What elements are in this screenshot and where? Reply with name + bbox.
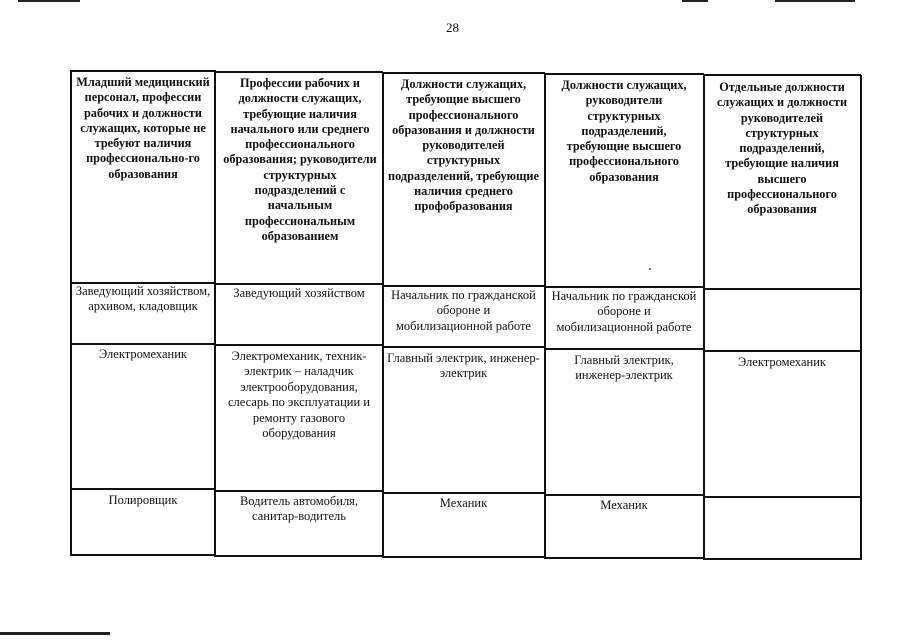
- table-cell: Полировщик: [108, 493, 178, 507]
- table-cell: Главный электрик, инженер-электрик: [574, 353, 674, 383]
- row-divider: [70, 343, 215, 345]
- header-cell: Отдельные должности служащих и должности руководителей структурных подразделений, требующие наличия высшего профессионального образования: [716, 80, 848, 217]
- column-divider: [382, 72, 384, 557]
- table-cell: Главный электрик, инженер-электрик: [387, 351, 540, 381]
- row-divider: [544, 348, 704, 350]
- row-divider: [544, 286, 704, 288]
- header-cell: Младший медицинский персонал, профессии рабочих и должности служащих, которые не требуют наличия профессионально-го образования: [76, 75, 210, 181]
- column-divider: [703, 74, 705, 559]
- table-cell: Механик: [600, 498, 648, 512]
- table-cell: Электромеханик: [98, 347, 188, 361]
- row-divider: [214, 344, 383, 346]
- table-border-left: [70, 70, 72, 556]
- row-divider: [703, 496, 861, 498]
- row-divider: [382, 285, 545, 287]
- table-border-top: [70, 70, 215, 72]
- page-number: 28: [446, 20, 459, 35]
- header-cell: Должности служащих, требующие высшего профессионального образования и должности руководителей структурных подразделений, требующие наличия среднего профобразования: [388, 77, 539, 214]
- top-rule-right: [775, 0, 855, 2]
- table-cell: Электромеханик: [737, 355, 827, 369]
- header-cell: Профессии рабочих и должности служащих, требующие наличия начального или среднего профессионального образования; руководители структурных подразделений с начальным профессиональным образованием: [223, 76, 377, 243]
- table-border-top: [214, 71, 383, 73]
- table-cell: Заведующий хозяйством: [233, 286, 365, 300]
- table-cell: Начальник по гражданской обороне и мобилизационной работе: [551, 289, 697, 334]
- row-divider: [703, 288, 861, 290]
- row-divider: [382, 346, 545, 348]
- table-cell: Начальник по гражданской обороне и мобилизационной работе: [391, 288, 536, 333]
- column-divider: [214, 70, 216, 556]
- bottom-rule: [0, 632, 110, 635]
- table-border-right: [860, 75, 862, 560]
- table-border-bottom: [544, 557, 704, 559]
- column-divider: [544, 73, 546, 558]
- scan-speck: [649, 268, 651, 270]
- row-divider: [382, 492, 545, 494]
- row-divider: [214, 490, 383, 492]
- row-divider: [703, 350, 861, 352]
- row-divider: [544, 494, 704, 496]
- row-divider: [70, 488, 215, 490]
- table-cell: Электромеханик, техник-электрик – наладчик электрооборудования, слесарь по эксплуатации и ремонту газового оборудования: [228, 349, 370, 441]
- table-border-top: [544, 73, 704, 75]
- top-rule-left: [18, 0, 80, 2]
- table-border-top: [703, 74, 861, 76]
- top-rule-middle: [682, 0, 708, 2]
- table-cell: Механик: [439, 496, 488, 510]
- table-border-top: [382, 72, 545, 74]
- header-cell: Должности служащих, руководители структурных подразделений, требующие высшего профессионального образования: [561, 78, 687, 184]
- table-border-bottom: [70, 554, 215, 556]
- row-divider: [214, 283, 383, 285]
- table-cell: Заведующий хозяйством, архивом, кладовщик: [75, 284, 211, 314]
- table-cell: Водитель автомобиля, санитар-водитель: [239, 494, 359, 524]
- table-border-bottom: [703, 558, 861, 560]
- table-border-bottom: [382, 556, 545, 558]
- table-border-bottom: [214, 555, 383, 557]
